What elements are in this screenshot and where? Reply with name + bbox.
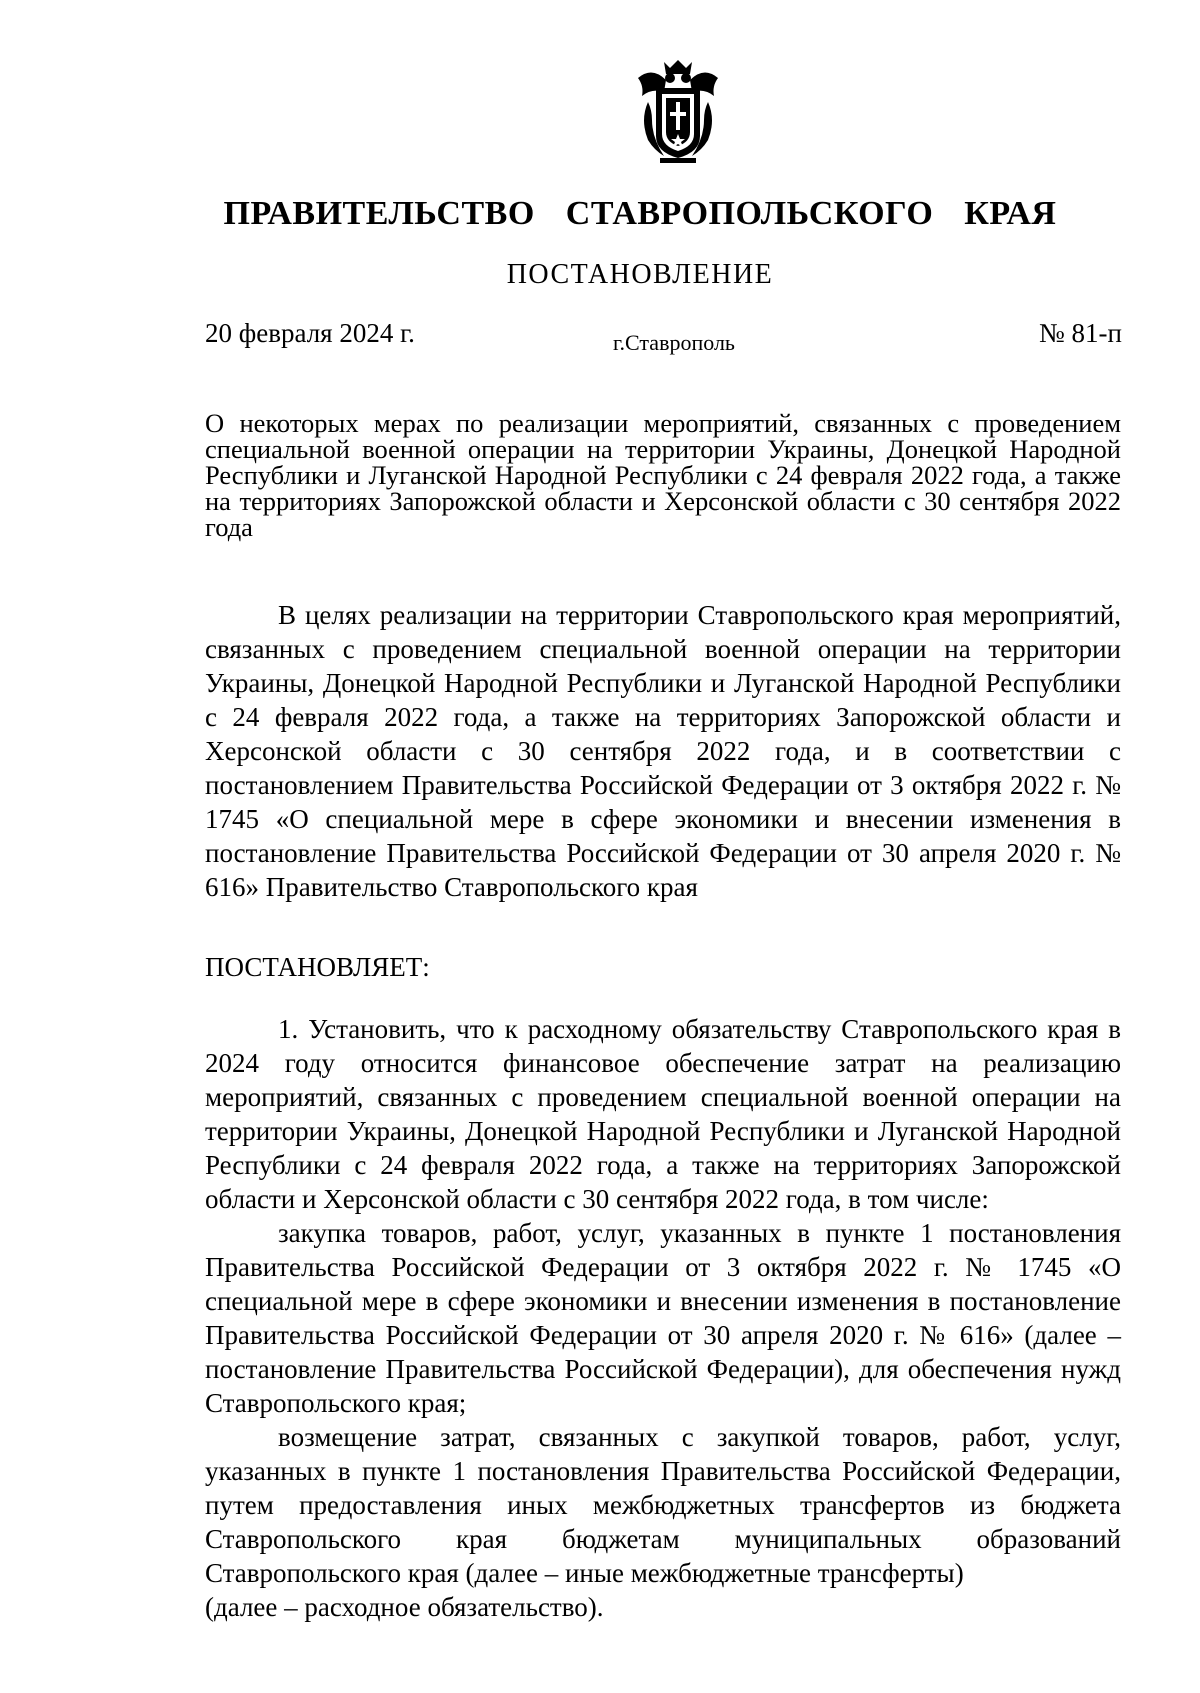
- document-date: 20 февраля 2024 г.: [205, 318, 415, 348]
- document-subject: О некоторых мерах по реализации мероприятий, связанных с проведением специальной военной операции на территории Украины, Донецкой Народной Республики и Луганской Народной Республики с 24 февраля 2022 года, а также на территориях Запорожской области и Херсонской области с 30 сентября 2022 года: [205, 408, 1121, 542]
- compensation-item: возмещение затрат, связанных с закупкой товаров, работ, услуг, указанных в пункте 1 постановления Правительства Российской Федерации, путем предоставления иных межбюджетных трансфертов из бюджета Ставропольского края бюджетам муниципальных образований Ставропольского края (далее – иные межбюджетные трансферты): [205, 1422, 1121, 1588]
- document-city: г.Ставрополь: [613, 330, 735, 355]
- stavropol-coat-of-arms-icon: [634, 58, 722, 164]
- tail-line: (далее – расходное обязательство).: [205, 1592, 604, 1622]
- resolves-heading: ПОСТАНОВЛЯЕТ:: [205, 952, 430, 982]
- document-body: [205, 598, 1121, 1624]
- preamble-paragraph: В целях реализации на территории Ставропольского края мероприятий, связанных с проведением специальной военной операции на территории Украины, Донецкой Народной Республики и Луганской Народной Республики с 24 февраля 2022 года, а также на территориях Запорожской области и Херсонской области с 30 сентября 2022 года, и в соответствии с постановлением Правительства Российской Федерации от 3 октября 2022 г. № 1745 «О специальной мере в сфере экономики и внесении изменения в постановление Правительства Российской Федерации от 30 апреля 2020 г. № 616» Правительство Ставропольского края: [205, 600, 1121, 902]
- clause-1-paragraph: 1. Установить, что к расходному обязательству Ставропольского края в 2024 году относится финансовое обеспечение затрат на реализацию мероприятий, связанных с проведением специальной военной операции на территории Украины, Донецкой Народной Республики и Луганской Народной Республики с 24 февраля 2022 года, а также на территориях Запорожской области и Херсонской области с 30 сентября 2022 года, в том числе:: [205, 1014, 1121, 1214]
- procurement-item: закупка товаров, работ, услуг, указанных в пункте 1 постановления Правительства Российской Федерации от 3 октября 2022 г. № 1745 «О специальной мере в сфере экономики и внесении изменения в постановление Правительства Российской Федерации от 30 апреля 2020 г. № 616» (далее – постановление Правительства Российской Федерации), для обеспечения нужд Ставропольского края;: [205, 1218, 1121, 1418]
- document-type: ПОСТАНОВЛЕНИЕ: [506, 259, 774, 290]
- document-number: № 81-п: [1039, 318, 1122, 348]
- organization-title: ПРАВИТЕЛЬСТВО СТАВРОПОЛЬСКОГО КРАЯ: [223, 195, 1057, 232]
